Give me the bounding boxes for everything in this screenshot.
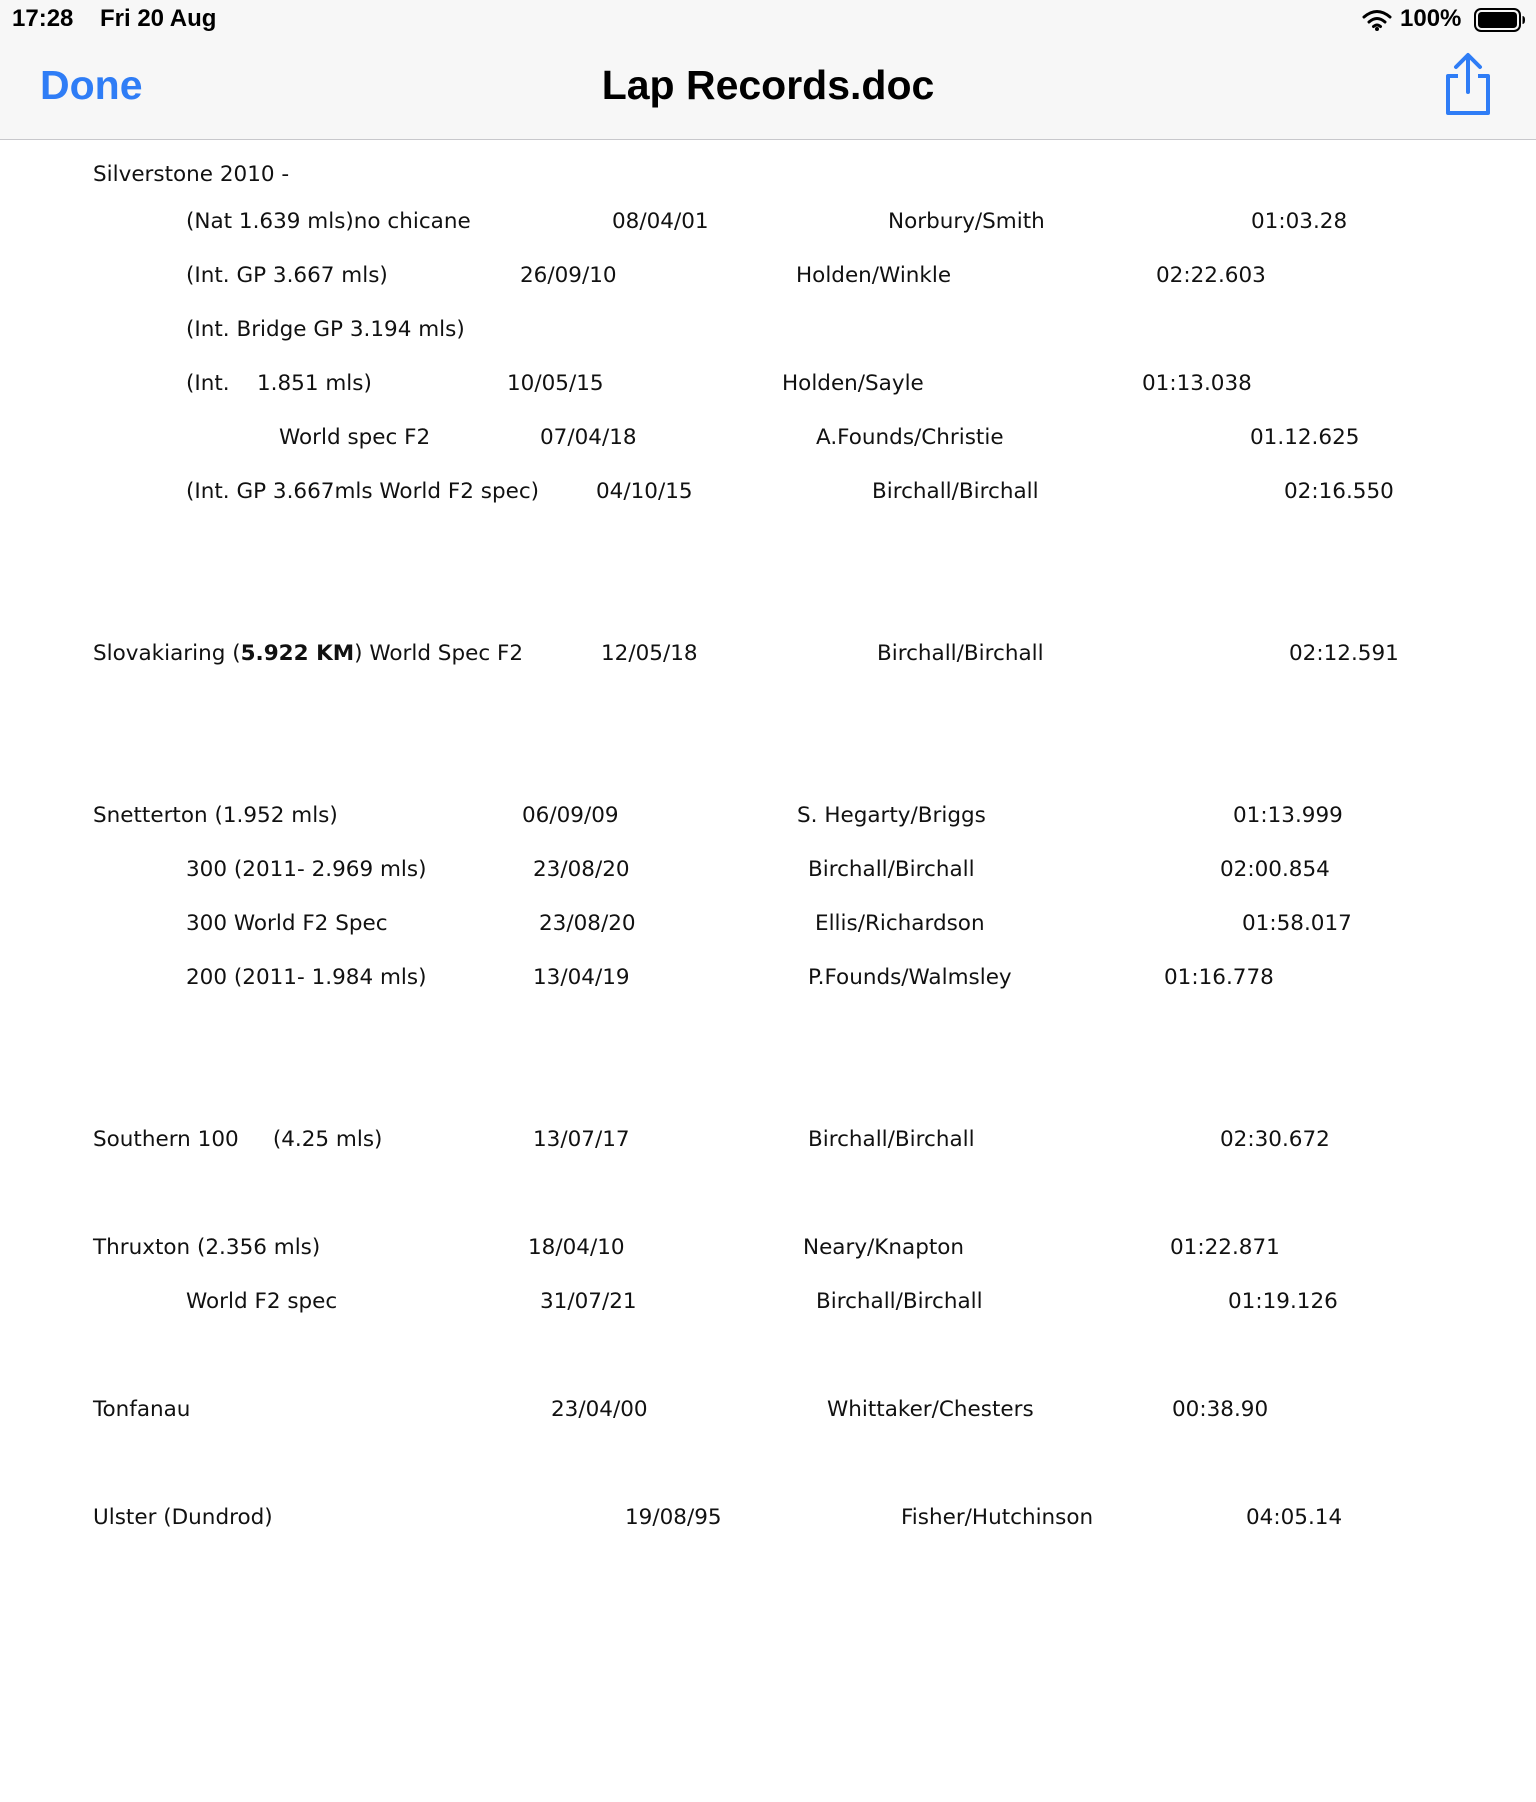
lap-time: 00:38.90 bbox=[1172, 1397, 1269, 1422]
record-date: 23/08/20 bbox=[533, 857, 630, 882]
track-name: 300 World F2 Spec bbox=[186, 911, 388, 936]
track-name: (Int. 1.851 mls) bbox=[186, 371, 372, 396]
track-name: 200 (2011- 1.984 mls) bbox=[186, 965, 427, 990]
rider-names: A.Founds/Christie bbox=[816, 425, 1004, 450]
rider-names: Birchall/Birchall bbox=[816, 1289, 983, 1314]
rider-names: Birchall/Birchall bbox=[872, 479, 1039, 504]
track-name: 300 (2011- 2.969 mls) bbox=[186, 857, 427, 882]
record-date: 23/04/00 bbox=[551, 1397, 648, 1422]
track-name-slovakiaring: Slovakiaring (5.922 KM) World Spec F2 bbox=[93, 641, 524, 666]
lap-time: 01:22.871 bbox=[1170, 1235, 1280, 1260]
done-button[interactable]: Done bbox=[40, 62, 143, 108]
record-date: 18/04/10 bbox=[528, 1235, 625, 1260]
record-date: 07/04/18 bbox=[540, 425, 637, 450]
rider-names: Ellis/Richardson bbox=[815, 911, 985, 936]
rider-names: Norbury/Smith bbox=[888, 209, 1045, 234]
lap-time: 01:03.28 bbox=[1251, 209, 1348, 234]
record-date: 23/08/20 bbox=[539, 911, 636, 936]
rider-names: Holden/Winkle bbox=[796, 263, 952, 288]
record-date: 19/08/95 bbox=[625, 1505, 722, 1530]
status-date: Fri 20 Aug bbox=[100, 5, 217, 32]
share-icon bbox=[1440, 52, 1496, 116]
rider-names: Birchall/Birchall bbox=[808, 857, 975, 882]
track-name: (Int. Bridge GP 3.194 mls) bbox=[186, 317, 465, 342]
lap-time: 01:13.999 bbox=[1233, 803, 1343, 828]
lap-time: 02:30.672 bbox=[1220, 1127, 1330, 1152]
rider-names: Neary/Knapton bbox=[803, 1235, 965, 1260]
lap-time: 01:13.038 bbox=[1142, 371, 1252, 396]
wifi-icon bbox=[1362, 9, 1392, 35]
record-date: 04/10/15 bbox=[596, 479, 693, 504]
track-name: Thruxton (2.356 mls) bbox=[93, 1235, 321, 1260]
track-name: Snetterton (1.952 mls) bbox=[93, 803, 338, 828]
record-date: 08/04/01 bbox=[612, 209, 709, 234]
share-button[interactable] bbox=[1440, 52, 1496, 120]
track-name: (Int. GP 3.667 mls) bbox=[186, 263, 388, 288]
record-date: 12/05/18 bbox=[601, 641, 698, 666]
track-name: Southern 100 (4.25 mls) bbox=[93, 1127, 383, 1152]
track-length: 5.922 KM bbox=[240, 641, 355, 666]
navigation-bar bbox=[0, 0, 1536, 140]
lap-time: 04:05.14 bbox=[1246, 1505, 1343, 1530]
track-name: Tonfanau bbox=[93, 1397, 191, 1422]
lap-time: 01:58.017 bbox=[1242, 911, 1352, 936]
lap-time: 01:19.126 bbox=[1228, 1289, 1338, 1314]
record-date: 13/04/19 bbox=[533, 965, 630, 990]
rider-names: Holden/Sayle bbox=[782, 371, 924, 396]
record-date: 31/07/21 bbox=[540, 1289, 637, 1314]
track-name: World spec F2 bbox=[279, 425, 431, 450]
battery-percentage: 100% bbox=[1400, 5, 1462, 32]
rider-names: Birchall/Birchall bbox=[808, 1127, 975, 1152]
lap-time: 02:16.550 bbox=[1284, 479, 1394, 504]
lap-time: 02:00.854 bbox=[1220, 857, 1330, 882]
track-name: (Nat 1.639 mls)no chicane bbox=[186, 209, 471, 234]
record-date: 13/07/17 bbox=[533, 1127, 630, 1152]
rider-names: Birchall/Birchall bbox=[877, 641, 1044, 666]
status-time: 17:28 bbox=[12, 5, 74, 32]
record-date: 10/05/15 bbox=[507, 371, 604, 396]
lap-time: 01:16.778 bbox=[1164, 965, 1274, 990]
lap-time: 01.12.625 bbox=[1250, 425, 1360, 450]
lap-time: 02:22.603 bbox=[1156, 263, 1266, 288]
rider-names: Fisher/Hutchinson bbox=[901, 1505, 1094, 1530]
track-name: Ulster (Dundrod) bbox=[93, 1505, 273, 1530]
document-content[interactable] bbox=[0, 141, 1536, 1802]
lap-time: 02:12.591 bbox=[1289, 641, 1399, 666]
rider-names: P.Founds/Walmsley bbox=[808, 965, 1012, 990]
record-date: 26/09/10 bbox=[520, 263, 617, 288]
document-title: Lap Records.doc bbox=[601, 62, 935, 108]
battery-icon bbox=[1474, 8, 1526, 36]
section-heading-silverstone: Silverstone 2010 - bbox=[93, 162, 290, 187]
track-name: (Int. GP 3.667mls World F2 spec) bbox=[186, 479, 540, 504]
rider-names: Whittaker/Chesters bbox=[827, 1397, 1034, 1422]
track-name: World F2 spec bbox=[186, 1289, 338, 1314]
record-date: 06/09/09 bbox=[522, 803, 619, 828]
rider-names: S. Hegarty/Briggs bbox=[797, 803, 986, 828]
